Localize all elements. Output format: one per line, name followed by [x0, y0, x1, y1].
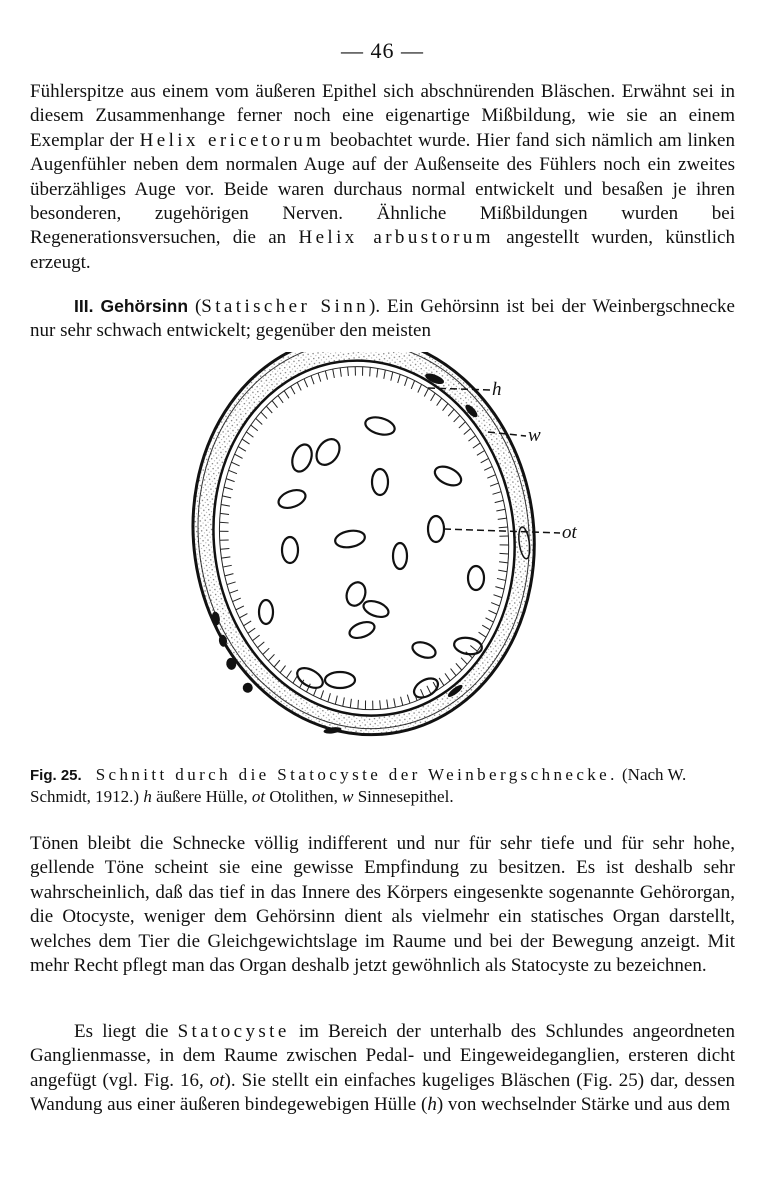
section-heading: III. Gehörsinn: [74, 296, 189, 316]
section-subheading: Statischer Sinn: [201, 296, 369, 317]
statocyst-drawing: [190, 352, 610, 752]
label-ot: ot: [562, 522, 577, 543]
page-number: — 46 —: [341, 38, 424, 63]
term-statocyste: Statocyste: [177, 1021, 290, 1042]
species-name: Helix ericetorum: [139, 129, 325, 151]
species-name: Helix arbustorum: [298, 227, 494, 249]
label-h: h: [492, 379, 502, 400]
paragraph-4: Es liegt die Statocyste im Bereich der unterhalb des Schlundes angeordneten Ganglienmasse, in dem Raume zwischen Pedal- und Eingeweideganglien, ersteren dicht angefügt (vgl. Fig. 16, ot). Sie stellt ein einfaches kugeliges Bläschen (Fig. 25) dar, dessen Wandung aus einer äußeren bindegewebigen Hülle (h) von wechselnder Stärke und aus dem: [30, 1021, 735, 1116]
figure-source: (Nach W. Schmidt, 1912.): [30, 765, 687, 806]
figure-number: Fig. 25.: [30, 767, 82, 784]
paragraph-2: III. Gehörsinn (Statischer Sinn). Ein Gehörsinn ist bei der Weinbergschnecke nur sehr schwach entwickelt; gegenüber den meisten: [30, 296, 735, 342]
paragraph-3: Tönen bleibt die Schnecke völlig indifferent und nur für sehr tiefe und für sehr hohe, gellende Töne scheint sie eine gewisse Empfindung zu besitzen. Es ist deshalb sehr wahrscheinlich, daß das tief in das Innere des Körpers eingesenkte sogenannte Gehörorgan, die Otocyste, weniger dem Gehörsinn dient als vielmehr ein statisches Organ darstellt, welches dem Tier die Gleichgewichtslage im Raume und bei der Bewegung anzeigt. Mit mehr Recht pflegt man das Organ deshalb jetzt gewöhnlich als Statocyste zu bezeichnen.: [30, 833, 735, 977]
label-w: w: [528, 425, 541, 446]
figure-title: Schnitt durch die Statocyste der Weinbergschnecke.: [95, 765, 618, 784]
figure-caption: Fig. 25. Schnitt durch die Statocyste der Weinbergschnecke. (Nach W. Schmidt, 1912.) h äußere Hülle, ot Otolithen, w Sinnesepithel.: [30, 765, 687, 806]
paragraph-1: Fühlerspitze aus einem vom äußeren Epithel sich abschnürenden Bläschen. Erwähnt sei in diesem Zusammenhange ferner noch eine eigenartige Mißbildung, wie sie an einem Exemplar der Helix ericetorum beobachtet wurde. Hier fand sich nämlich am linken Augenfühler neben dem normalen Auge auf der Außenseite des Fühlers noch ein zweites überzähliges Auge vor. Beide waren durchaus normal entwickelt und besaßen je ihren besonderen, zugehörigen Nerven. Ähnliche Mißbildungen wurden bei Regenerationsversuchen, die an Helix arbustorum angestellt wurden, künstlich erzeugt.: [30, 81, 735, 273]
statocyst-figure: [190, 352, 610, 752]
